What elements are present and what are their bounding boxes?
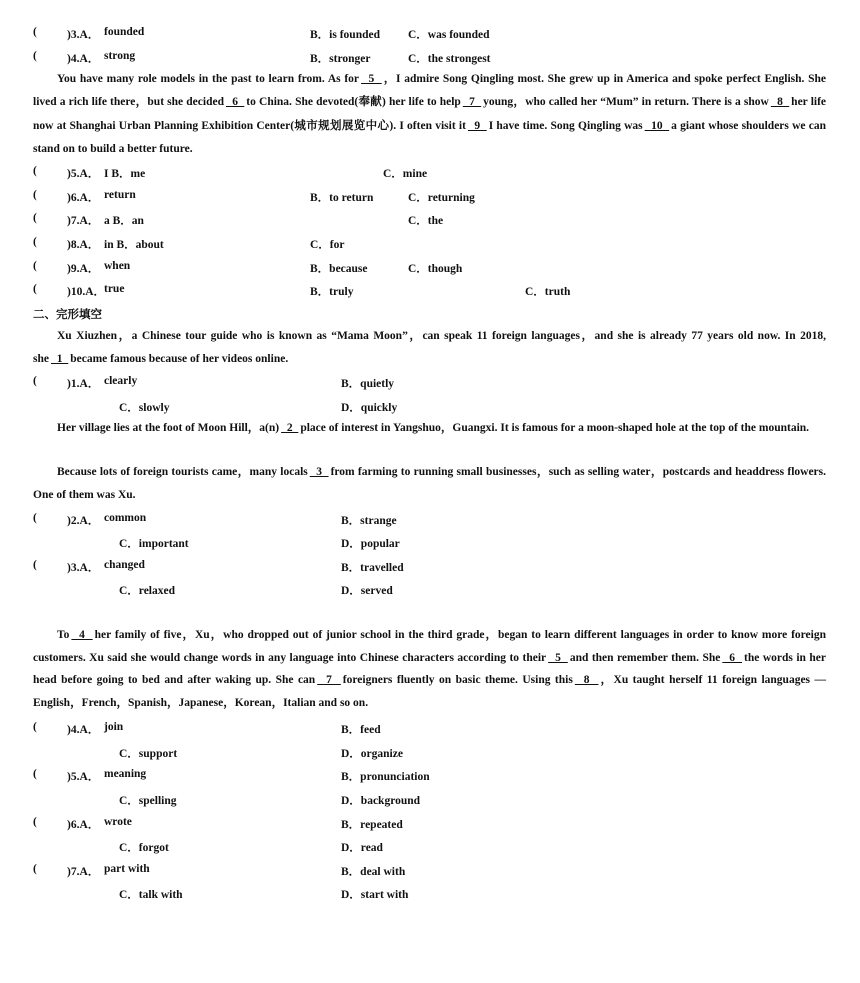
option-c: C．the strongest <box>408 53 491 65</box>
option-b: B．to return <box>310 192 374 204</box>
option-c: C．returning <box>408 192 475 204</box>
question-number: )6.A． <box>67 819 100 831</box>
question-number: )10.A． <box>67 286 106 298</box>
blank-5: 5 <box>361 73 382 85</box>
blank-8: 8 <box>574 674 599 687</box>
option-c: C．slowly <box>119 402 170 414</box>
paren: ( <box>33 283 37 295</box>
option-d: D．read <box>341 842 383 854</box>
paren: ( <box>33 50 37 62</box>
option-b: B．deal with <box>341 866 406 878</box>
question-number: )3.A． <box>67 562 100 574</box>
question-number: )4.A． <box>67 724 100 736</box>
question-number: )2.A． <box>67 515 100 527</box>
blank-3: 3 <box>309 466 329 478</box>
question-number: )1.A． <box>67 378 100 390</box>
paren: ( <box>33 512 37 524</box>
option-d: D．organize <box>341 748 403 760</box>
paren: ( <box>33 212 37 224</box>
option-b: B．pronunciation <box>341 771 430 783</box>
blank-6: 6 <box>225 96 245 109</box>
option-ab: a B．an <box>104 215 144 227</box>
option-d: D．popular <box>341 538 400 550</box>
option-c: C．important <box>119 538 189 550</box>
option-b: B．quietly <box>341 378 395 390</box>
option-c: C．truth <box>525 286 571 298</box>
option-c: C．talk with <box>119 889 183 901</box>
option-d: D．start with <box>341 889 409 901</box>
option-a: wrote <box>104 816 132 828</box>
paren: ( <box>33 260 37 272</box>
option-d: D．served <box>341 585 393 597</box>
option-ab: in B．about <box>104 239 164 251</box>
question-number: )8.A． <box>67 239 100 251</box>
option-d: D．quickly <box>341 402 398 414</box>
question-number: )3.A． <box>67 29 100 41</box>
option-c: C．forgot <box>119 842 169 854</box>
option-b: B．repeated <box>341 819 403 831</box>
paren: ( <box>33 768 37 780</box>
blank-8: 8 <box>770 96 790 109</box>
option-a: return <box>104 189 136 201</box>
option-b: B．strange <box>341 515 397 527</box>
blank-2: 2 <box>281 422 299 434</box>
paren: ( <box>33 559 37 571</box>
option-c: C．mine <box>383 168 428 180</box>
option-a: part with <box>104 863 150 875</box>
option-a: join <box>104 721 124 733</box>
option-a: true <box>104 283 125 295</box>
blank-6: 6 <box>722 651 743 664</box>
passage-2-paragraph-4: To 4 her family of five，Xu，who dropped out of junior school in the third grade，began to learn different languages in order to know more foreign customers. Xu said she would change words in any language into Chinese characters according to their 5 and then remember them. She 6 the words in her head before going to bed and after waking up. She can 7 foreigners fluently on basic theme. Using this 8 ，Xu taught herself 11 foreign languages — English，French，Spanish，Japanese，Korean，Italian and so on. <box>33 629 827 709</box>
paren: ( <box>33 165 37 177</box>
paren: ( <box>33 863 37 875</box>
blank-4: 4 <box>71 629 93 641</box>
blank-7: 7 <box>317 674 341 687</box>
passage-2-paragraph-3: Because lots of foreign tourists came，many locals 3 from farming to running small businesses，such as selling water，postcards and headdress flowers. One of them was Xu. <box>33 466 827 501</box>
option-b: B．feed <box>341 724 381 736</box>
blank-10: 10 <box>644 119 670 132</box>
option-b: B．stronger <box>310 53 371 65</box>
option-b: B．is founded <box>310 29 380 41</box>
option-a: founded <box>104 26 145 38</box>
option-c: C．spelling <box>119 795 177 807</box>
blank-9: 9 <box>467 119 487 132</box>
option-ab: I B．me <box>104 168 146 180</box>
option-a: when <box>104 260 131 272</box>
option-b: B．because <box>310 263 368 275</box>
option-b: B．truly <box>310 286 354 298</box>
paren: ( <box>33 26 37 38</box>
option-a: changed <box>104 559 145 571</box>
question-number: )5.A． <box>67 771 100 783</box>
option-a: meaning <box>104 768 147 780</box>
option-a: strong <box>104 50 136 62</box>
question-number: )7.A． <box>67 215 100 227</box>
paren: ( <box>33 236 37 248</box>
section-title: 二、完形填空 <box>33 309 102 321</box>
paren: ( <box>33 189 37 201</box>
blank-1: 1 <box>50 353 69 365</box>
option-c: C．for <box>310 239 345 251</box>
question-number: )5.A． <box>67 168 100 180</box>
question-number: )6.A． <box>67 192 100 204</box>
option-c: C．support <box>119 748 178 760</box>
option-a: clearly <box>104 375 138 387</box>
question-number: )4.A． <box>67 53 100 65</box>
option-a: common <box>104 512 147 524</box>
option-b: B．travelled <box>341 562 404 574</box>
option-c: C．though <box>408 263 463 275</box>
paren: ( <box>33 375 37 387</box>
blank-5: 5 <box>548 651 568 664</box>
option-c: C．relaxed <box>119 585 176 597</box>
paren: ( <box>33 816 37 828</box>
question-number: )9.A． <box>67 263 100 275</box>
option-d: D．background <box>341 795 421 807</box>
passage-2-paragraph-2: Her village lies at the foot of Moon Hill，a(n) 2 place of interest in Yangshuo，Guangxi. It is famous for a moon-shaped hole at the top of the mountain. <box>57 422 810 434</box>
option-c: C．was founded <box>408 29 490 41</box>
passage-2-paragraph-1: Xu Xiuzhen，a Chinese tour guide who is known as “Mama Moon”，can speak 11 foreign languages，and she is already 77 years old now. In 2018, she 1 became famous because of her videos online. <box>33 330 826 365</box>
question-number: )7.A． <box>67 866 100 878</box>
option-c: C．the <box>408 215 444 227</box>
blank-7: 7 <box>462 96 482 109</box>
passage-1: You have many role models in the past to learn from. As for 5 ，I admire Song Qingling most. She grew up in America and spoke perfect English. She lived a rich life there，but she decided 6 to China. She devoted(奉献) her life to help 7 young，who called her “Mum” in return. There is a show 8 her life now at Shanghai Urban Planning Exhibition Center(城市规划展览中心). I often visit it 9 I have time. Song Qingling was 10 a giant whose shoulders we can stand on to build a better future. <box>33 73 827 156</box>
paren: ( <box>33 721 37 733</box>
